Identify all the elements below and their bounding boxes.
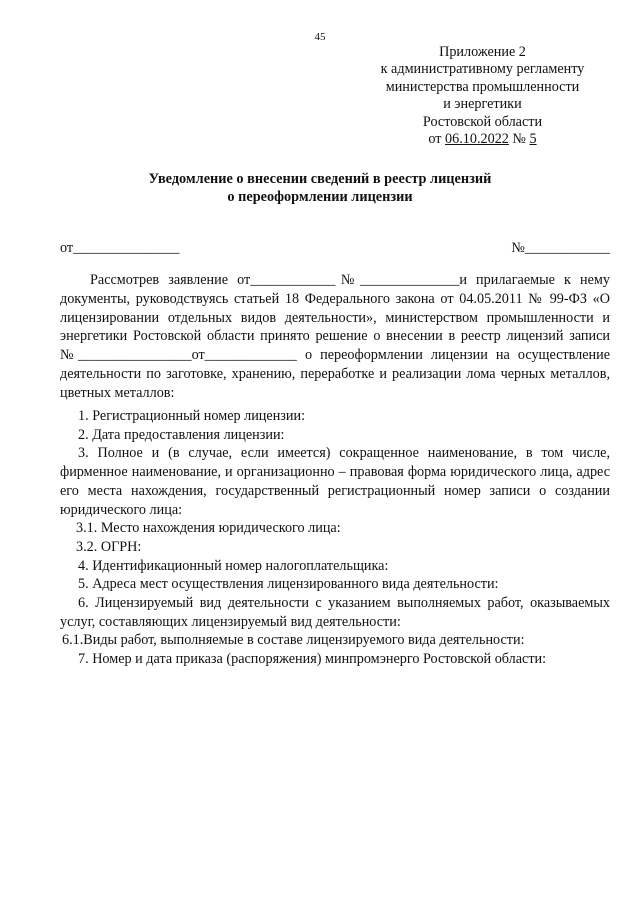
number-prefix: № bbox=[508, 131, 530, 148]
decision-paragraph: Рассмотрев заявление от____________№______________и прилагаемые к нему документы, руководствуясь статьей 18 Федерального закона от 04.05.2011 № 99-ФЗ «О лицензировании отдельных видов деятельности», министерством промышленности и энергетики Ростовской области принято решение о внесении в реестр лицензий записи №________________от_____________ о переоформлении лицензии на осуществление деятельности по заготовке, хранению, переработке и реализации лома черных металлов, цветных металлов: bbox=[60, 272, 610, 401]
list-item: 6. Лицензируемый вид деятельности с указанием выполняемых работ, оказываемых услуг, составляющих лицензируемый вид деятельности: bbox=[60, 595, 610, 630]
items-list bbox=[60, 407, 610, 669]
list-item: 2. Дата предоставления лицензии: bbox=[78, 426, 285, 443]
order-date: 06.10.2022 bbox=[445, 131, 509, 148]
appendix-line: министерства промышленности bbox=[385, 78, 580, 95]
list-item: 1. Регистрационный номер лицензии: bbox=[78, 408, 306, 424]
list-item: 3. Полное и (в случае, если имеется) сокращенное наименование, в том числе, фирменное наименование, и организационно – правовая форма юридического лица, адрес его места нахождения, государственный регистрационный номер записи о создании юридического лица: bbox=[60, 445, 610, 518]
title-line: Уведомление о внесении сведений в реестр лицензий bbox=[148, 171, 492, 187]
order-number: 5 bbox=[529, 131, 537, 148]
date-prefix: от bbox=[428, 131, 446, 148]
from-field: от_______________ bbox=[60, 240, 180, 256]
appendix-line: к административному регламенту bbox=[380, 61, 585, 78]
title-line: о переоформлении лицензии bbox=[227, 188, 413, 205]
appendix-line: Ростовской области bbox=[422, 113, 543, 130]
number-field: №____________ bbox=[511, 240, 610, 256]
appendix-header bbox=[340, 44, 625, 148]
page-number: 45 bbox=[314, 31, 326, 43]
appendix-line: и энергетики bbox=[443, 96, 522, 113]
from-number-row bbox=[60, 240, 610, 257]
document-title bbox=[60, 171, 580, 206]
list-item: 3.1. Место нахождения юридического лица: bbox=[76, 520, 341, 537]
list-item: 7. Номер и дата приказа (распоряжения) минпромэнерго Ростовской области: bbox=[78, 651, 547, 668]
list-item: 4. Идентификационный номер налогоплательщика: bbox=[78, 557, 389, 574]
appendix-line: Приложение 2 bbox=[439, 44, 526, 60]
list-item: 5. Адреса мест осуществления лицензированного вида деятельности: bbox=[78, 576, 499, 593]
appendix-date-line bbox=[340, 131, 625, 148]
list-item: 3.2. ОГРН: bbox=[76, 538, 142, 555]
list-item: 6.1.Виды работ, выполняемые в составе лицензируемого вида деятельности: bbox=[62, 632, 525, 649]
